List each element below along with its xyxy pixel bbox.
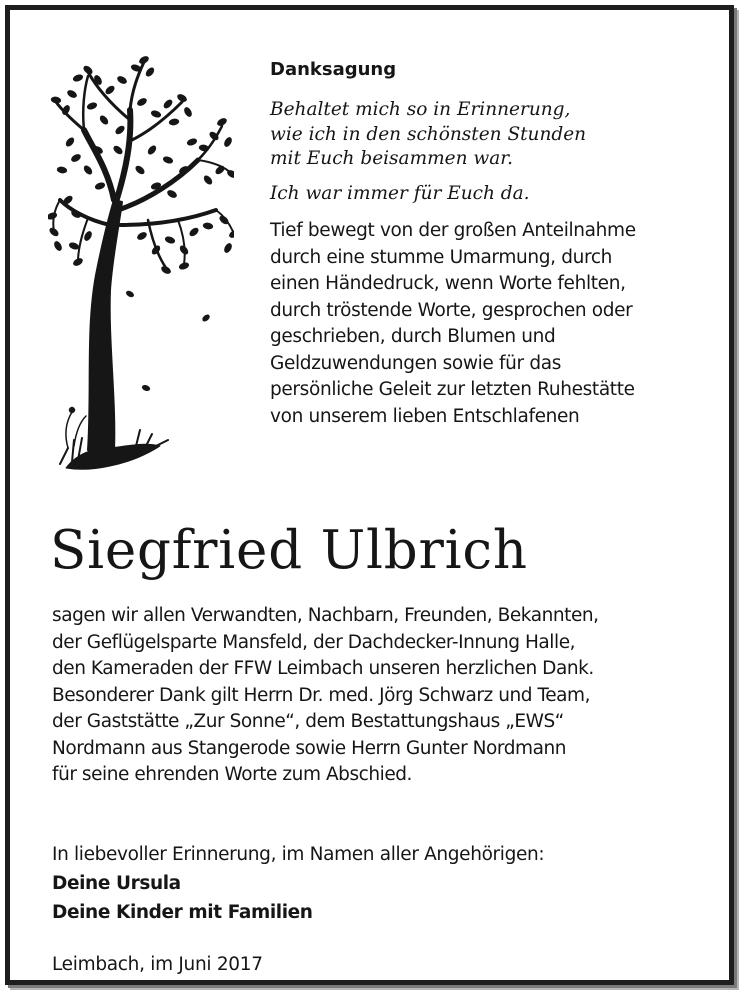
poem-line: mit Euch beisammen war.: [270, 148, 513, 169]
intro-line: von unserem lieben Entschlafenen: [270, 405, 580, 427]
intro-paragraph: [270, 218, 720, 430]
notice-heading: Danksagung: [270, 59, 397, 80]
poem-line: Behaltet mich so in Erinnerung,: [270, 99, 571, 120]
poem-line: wie ich in den schönsten Stunden: [270, 123, 587, 145]
intro-line: durch eine stumme Umarmung, durch: [270, 246, 613, 268]
signature-line: Deine Ursula: [52, 873, 181, 894]
intro-line: Geldzuwendungen sowie für das: [270, 352, 561, 374]
thanks-line: sagen wir allen Verwandten, Nachbarn, Freunden, Bekannten,: [52, 605, 599, 626]
closing-block: [52, 840, 732, 927]
thanks-line: den Kameraden der FFW Leimbach unseren herzlichen Dank.: [52, 658, 594, 679]
place-date: Leimbach, im Juni 2017: [52, 954, 263, 975]
thanks-line: Besonderer Dank gilt Herrn Dr. med. Jörg Schwarz und Team,: [52, 684, 591, 706]
intro-line: persönliche Geleit zur letzten Ruhestätte: [270, 379, 635, 400]
intro-line: geschrieben, durch Blumen und: [270, 326, 556, 347]
closing-line: In liebevoller Erinnerung, im Namen aller Angehörigen:: [52, 844, 545, 865]
top-text-column: [270, 58, 720, 430]
deceased-name: Siegfried Ulbrich: [50, 520, 528, 581]
intro-line: Tief bewegt von der großen Anteilnahme: [270, 220, 636, 241]
intro-line: durch tröstende Worte, gesprochen oder: [270, 299, 633, 321]
signature-line: Deine Kinder mit Familien: [52, 902, 313, 923]
poem-last-line: Ich war immer für Euch da.: [270, 182, 530, 204]
thanks-line: der Geflügelsparte Mansfeld, der Dachdecker-Innung Halle,: [52, 631, 576, 653]
thanks-line: für seine ehrenden Worte zum Abschied.: [52, 764, 412, 785]
thanks-paragraph: [52, 603, 732, 789]
thanks-line: Nordmann aus Stangerode sowie Herrn Gunter Nordmann: [52, 737, 567, 759]
notice-frame: [5, 5, 734, 985]
poem: [270, 98, 720, 206]
thanks-line: der Gaststätte „Zur Sonne“, dem Bestattungshaus „EWS“: [52, 711, 564, 732]
intro-line: einen Händedruck, wenn Worte fehlten,: [270, 273, 626, 294]
tree-icon: [48, 50, 234, 475]
